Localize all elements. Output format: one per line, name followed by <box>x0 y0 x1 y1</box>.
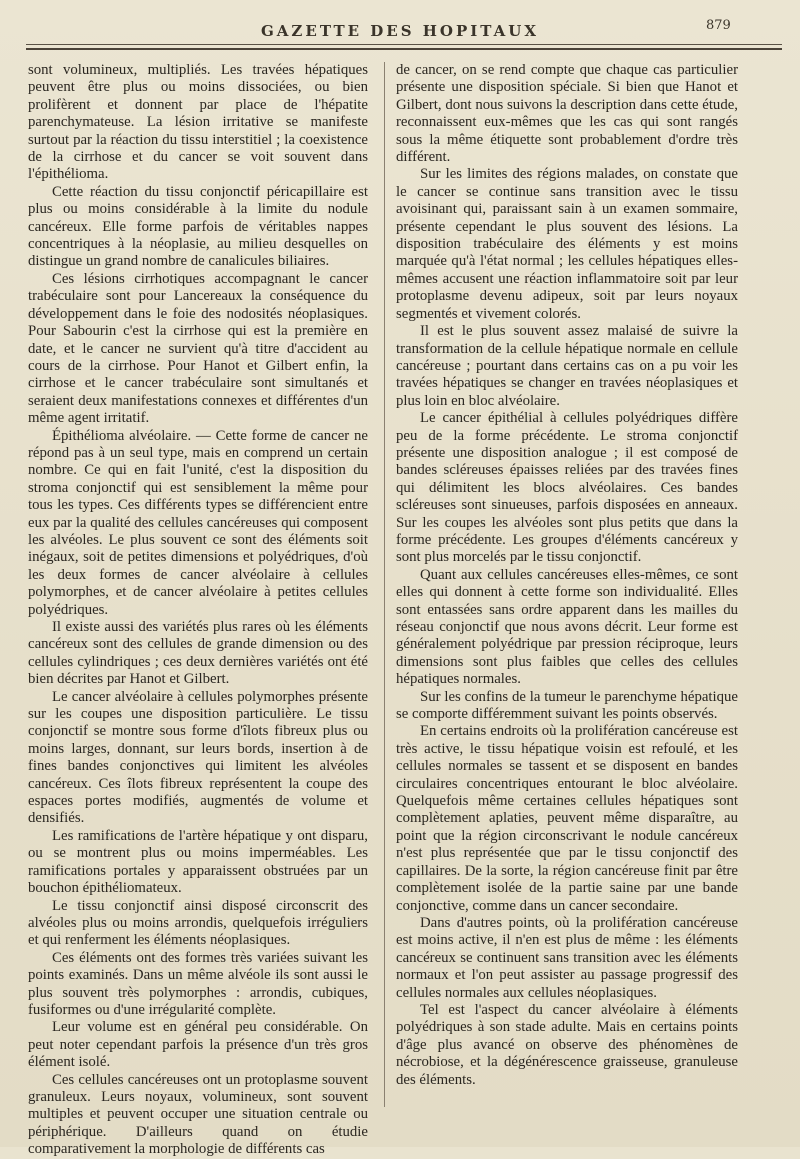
left-paragraph: Le tissu conjonctif ainsi disposé circonscrit des alvéoles plus ou moins arrondis, quelquefois irréguliers et qui renferment les éléments néoplasiques. <box>28 897 368 949</box>
header-rule-thin <box>26 44 782 45</box>
column-divider <box>384 62 385 1107</box>
right-paragraph: de cancer, on se rend compte que chaque cas particulier présente une disposition spéciale. Si bien que Hanot et Gilbert, dont nous suivons la description dans cette étude, reconnaissent eux-mêmes que les cas qui sont rangés sous la même étiquette sont probablement d'ordre très différent. <box>396 62 738 166</box>
left-paragraph: Épithélioma alvéolaire. — Cette forme de cancer ne répond pas à un seul type, mais en comprend un certain nombre. Ce qui en fait l'unité, c'est la disposition du stroma conjonctif qui est sensiblement la même pour tous les types. Ces différents types se différencient entre eux par la qualité des cellules cancéreuses qui composent les alvéoles. Le plus souvent ce sont des éléments soit inégaux, soit de petites dimensions et polyédriques, d'où les deux formes de cancer alvéolaire à cellules polymorphes, et de cancer alvéolaire à petites cellules polyédriques. <box>28 427 368 618</box>
left-paragraph: Ces cellules cancéreuses ont un protoplasme souvent granuleux. Leurs noyaux, volumineux, sont souvent multiples et peuvent occuper une situation centrale ou périphérique. D'ailleurs quand on étudie comparativement la morphologie de différents cas <box>28 1071 368 1158</box>
left-paragraph: Cette réaction du tissu conjonctif péricapillaire est plus ou moins considérable à la limite du nodule cancéreux. Elle forme parfois de véritables nappes concentriques à la néoplasie, au milieu desquelles on distingue un grand nombre de canalicules biliaires. <box>28 183 368 270</box>
right-paragraph: Sur les limites des régions malades, on constate que le cancer se continue sans transition avec le tissu avoisinant qui, paraissant sain à un examen sommaire, présente cependant le plus souvent des lésions. La disposition trabéculaire des éléments y est moins marquée qu'à l'état normal ; les cellules hépatiques elles-mêmes accusent une réaction inflammatoire soit par leur protoplasme devenu adipeux, soit par leurs noyaux segmentés et vivement colorés. <box>396 166 738 322</box>
right-paragraph: Sur les confins de la tumeur le parenchyme hépatique se comporte différemment suivant les points observés. <box>396 688 738 723</box>
left-paragraph: Le cancer alvéolaire à cellules polymorphes présente sur les coupes une disposition particulière. Le tissu conjonctif se montre sous forme d'îlots fibreux plus ou moins larges, donnant, sur leurs bords, insertion à de fines bandes conjonctives qui limitent les alvéoles cancéreux. Ces îlots fibreux représentent la coupe des espaces portes modifiés, augmentés de volume et densifiés. <box>28 688 368 827</box>
left-paragraph: sont volumineux, multipliés. Les travées hépatiques peuvent être plus ou moins dissociées, ou bien prolifèrent et donnent par place de l'hépatite parenchymateuse. La lésion irritative se manifeste surtout par la réaction du tissu interstitiel ; la coexistence de la cirrhose et du cancer se voit souvent dans l'épithélioma. <box>28 62 368 183</box>
left-column <box>28 62 368 1158</box>
left-paragraph: Leur volume est en général peu considérable. On peut noter cependant parfois la présence d'un très gros élément isolé. <box>28 1019 368 1071</box>
right-column <box>396 62 738 1107</box>
right-paragraph: Tel est l'aspect du cancer alvéolaire à éléments polyédriques à son stade adulte. Mais en certains points d'âge plus avancé on observe des phénomènes de nécrobiose, et la dégénérescence graisseuse, granuleuse des éléments. <box>396 1001 738 1088</box>
left-paragraph: Ces lésions cirrhotiques accompagnant le cancer trabéculaire sont pour Lancereaux la conséquence du développement dans le foie des nodosités néoplasiques. Pour Sabourin c'est la cirrhose qui est la première en date, et le cancer ne survient qu'à titre d'accident au cours de la cirrhose. Pour Hanot et Gilbert enfin, la cirrhose et le cancer trabéculaire sont simultanés et seraient deux manifestations connexes et différentes d'un même agent irritatif. <box>28 270 368 427</box>
page-title: GAZETTE DES HOPITAUX <box>260 22 539 40</box>
right-paragraph: Quant aux cellules cancéreuses elles-mêmes, ce sont elles qui donnent à cette forme son individualité. Elles sont entassées sans ordre apparent dans les mailles du réseau conjonctif que nous avons décrit. Leur forme est généralement polyédrique par pression réciproque, leurs dimensions sont plus faibles que celles des cellules hépatiques normales. <box>396 566 738 688</box>
right-paragraph: Le cancer épithélial à cellules polyédriques diffère peu de la forme précédente. Le stroma conjonctif présente une disposition analogue ; il est composé de bandes scléreuses épaisses reliées par des travées fines qui délimitent les blocs alvéolaires. Ces bandes scléreuses sont sinueuses, parfois disposées en anneaux. Sur les coupes les alvéoles sont plus petits que dans la forme précédente. Les groupes d'éléments cancéreux y sont plus morcelés par le tissu conjonctif. <box>396 410 738 566</box>
header-rule-thick <box>26 48 782 50</box>
right-paragraph: Il est le plus souvent assez malaisé de suivre la transformation de la cellule hépatique normale en cellule cancéreuse ; pourtant dans certains cas on a pu voir les travées hépatiques se changer en travées néoplasiques et plus loin en bloc alvéolaire. <box>396 323 738 409</box>
page-number: 879 <box>706 18 731 33</box>
left-paragraph: Les ramifications de l'artère hépatique y ont disparu, ou se montrent plus ou moins imperméables. Les ramifications portales y apparaissent obstruées par un bouchon épithéliomateux. <box>28 827 368 897</box>
right-paragraph: En certains endroits où la prolifération cancéreuse est très active, le tissu hépatique voisin est refoulé, et les cellules normales se tassent et se disposent en bandes circulaires concentriques entourant le bloc alvéolaire. Quelquefois même certaines cellules hépatiques sont complètement aplaties, peuvent même disparaître, au point que la région circonscrivant le nodule cancéreux n'est plus représentée que par le tissu conjonctif des capillaires. De la sorte, la région cancéreuse finit par être complètement isolée de la partie saine par une bande conjonctive, comme dans un cancer secondaire. <box>396 723 738 914</box>
left-paragraph: Il existe aussi des variétés plus rares où les éléments cancéreux sont des cellules de grande dimension ou des cellules cylindriques ; ces deux dernières variétés ont été bien décrites par Hanot et Gilbert. <box>28 619 368 688</box>
right-paragraph: Dans d'autres points, où la prolifération cancéreuse est moins active, il n'en est plus de même : les éléments cancéreux se continuent sans transition avec les éléments normaux et l'on peut assister au passage progressif des cellules normales aux cellules néoplasiques. <box>396 914 738 1001</box>
left-paragraph: Ces éléments ont des formes très variées suivant les points examinés. Dans un même alvéole ils sont aussi le plus souvent très polymorphes : arrondis, cubiques, fusiformes ou d'une irrégularité complète. <box>28 949 368 1018</box>
